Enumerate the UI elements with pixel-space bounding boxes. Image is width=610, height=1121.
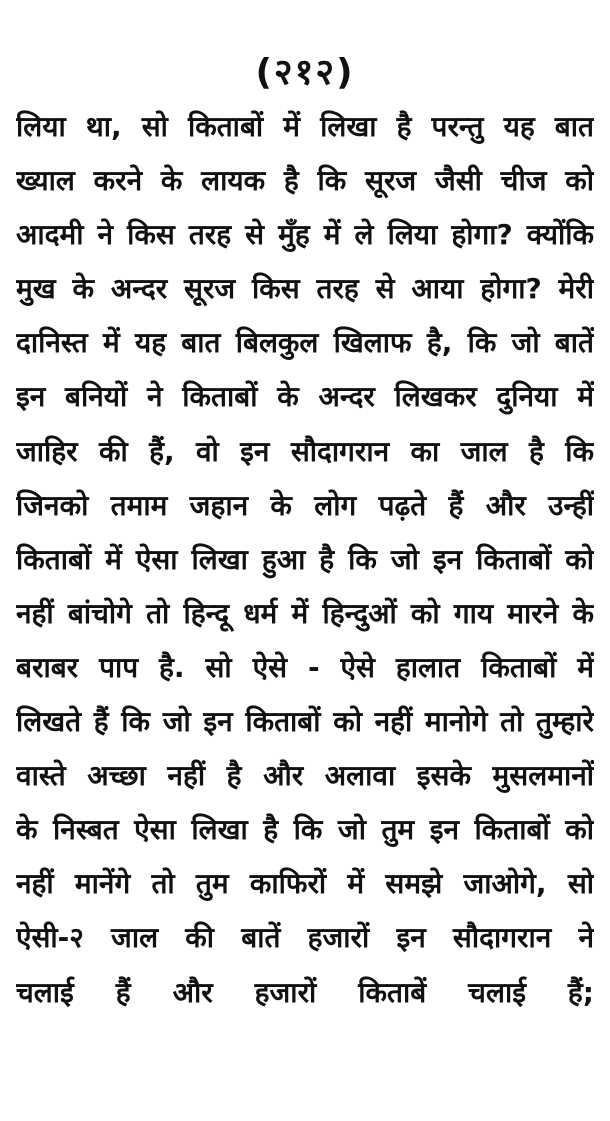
text-line: जाहिर की हैं, वो इन सौदागरान का जाल है कि	[16, 434, 594, 468]
text-line: इन बनियों ने किताबों के अन्दर लिखकर दुनिया में	[16, 380, 594, 414]
text-line: लिखते हैं कि जो इन किताबों को नहीं मानोगे तो तुम्हारे	[16, 705, 594, 739]
text-line: चलाई हैं और हजारों किताबें चलाई हैं;	[16, 975, 594, 1009]
text-line: लिया था, सो किताबों में लिखा है परन्तु यह बात	[16, 110, 594, 143]
text-line: ख्याल करने के लायक है कि सूरज जैसी चीज को	[16, 164, 594, 198]
text-line: नहीं मानेंगे तो तुम काफिरों में समझे जाओगे, सो	[16, 867, 594, 901]
text-line: आदमी ने किस तरह से मुँह में ले लिया होगा? क्योंकि	[16, 218, 594, 252]
text-line: नहीं बांचोगे तो हिन्दू धर्म में हिन्दुओं को गाय मारने के	[16, 596, 594, 630]
text-line: किताबों में ऐसा लिखा हुआ है कि जो इन किताबों को	[16, 542, 594, 576]
text-line: दानिस्त में यह बात बिलकुल खिलाफ है, कि जो बातें	[16, 326, 594, 360]
text-line: बराबर पाप है. सो ऐसे - ऐसे हालात किताबों में	[16, 650, 594, 684]
page-number: (२१२)	[255, 52, 355, 93]
text-line: ऐसी-२ जाल की बातें हजारों इन सौदागरान ने	[16, 921, 594, 955]
text-line: जिनको तमाम जहान के लोग पढ़ते हैं और उन्हीं	[16, 488, 594, 522]
text-line: मुख के अन्दर सूरज किस तरह से आया होगा? मेरी	[16, 272, 594, 306]
text-line: के निस्बत ऐसा लिखा है कि जो तुम इन किताबों को	[16, 813, 594, 847]
body-text	[16, 100, 594, 1020]
text-line: वास्ते अच्छा नहीं है और अलावा इसके मुसलमानों	[16, 759, 594, 793]
